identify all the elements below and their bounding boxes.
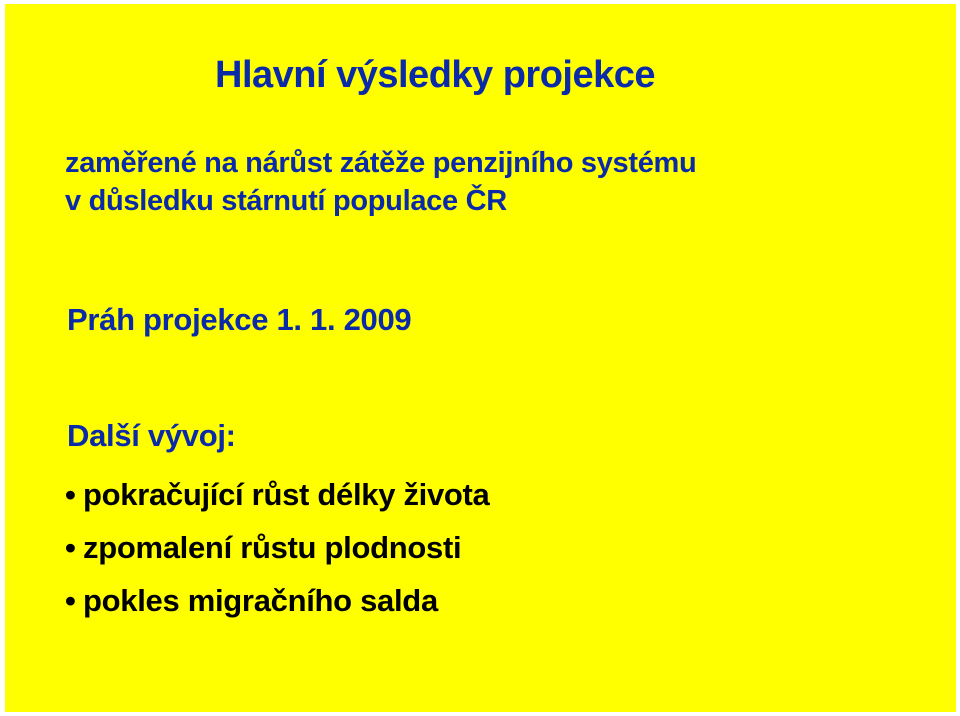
bullet-icon: • [65,530,76,565]
subtitle-line: zaměřené na nárůst zátěže penzijního systému [65,147,697,179]
list-item [65,574,490,627]
list-item [65,521,490,574]
list-item-text: zpomalení růstu plodnosti [83,530,462,565]
slide [5,4,956,712]
subtitle-line: v důsledku stárnutí populace ČR [65,185,507,217]
list-item-text: pokračující růst délky života [83,477,490,512]
list-item [65,468,490,521]
projection-threshold: Práh projekce 1. 1. 2009 [67,302,412,337]
list-item-text: pokles migračního salda [83,583,438,618]
development-factors-list [65,468,490,627]
bullet-icon: • [65,477,76,512]
slide-title: Hlavní výsledky projekce [215,54,656,96]
slide-subtitle [65,144,696,220]
bullet-icon: • [65,583,76,618]
further-development-heading: Další vývoj: [67,418,236,453]
